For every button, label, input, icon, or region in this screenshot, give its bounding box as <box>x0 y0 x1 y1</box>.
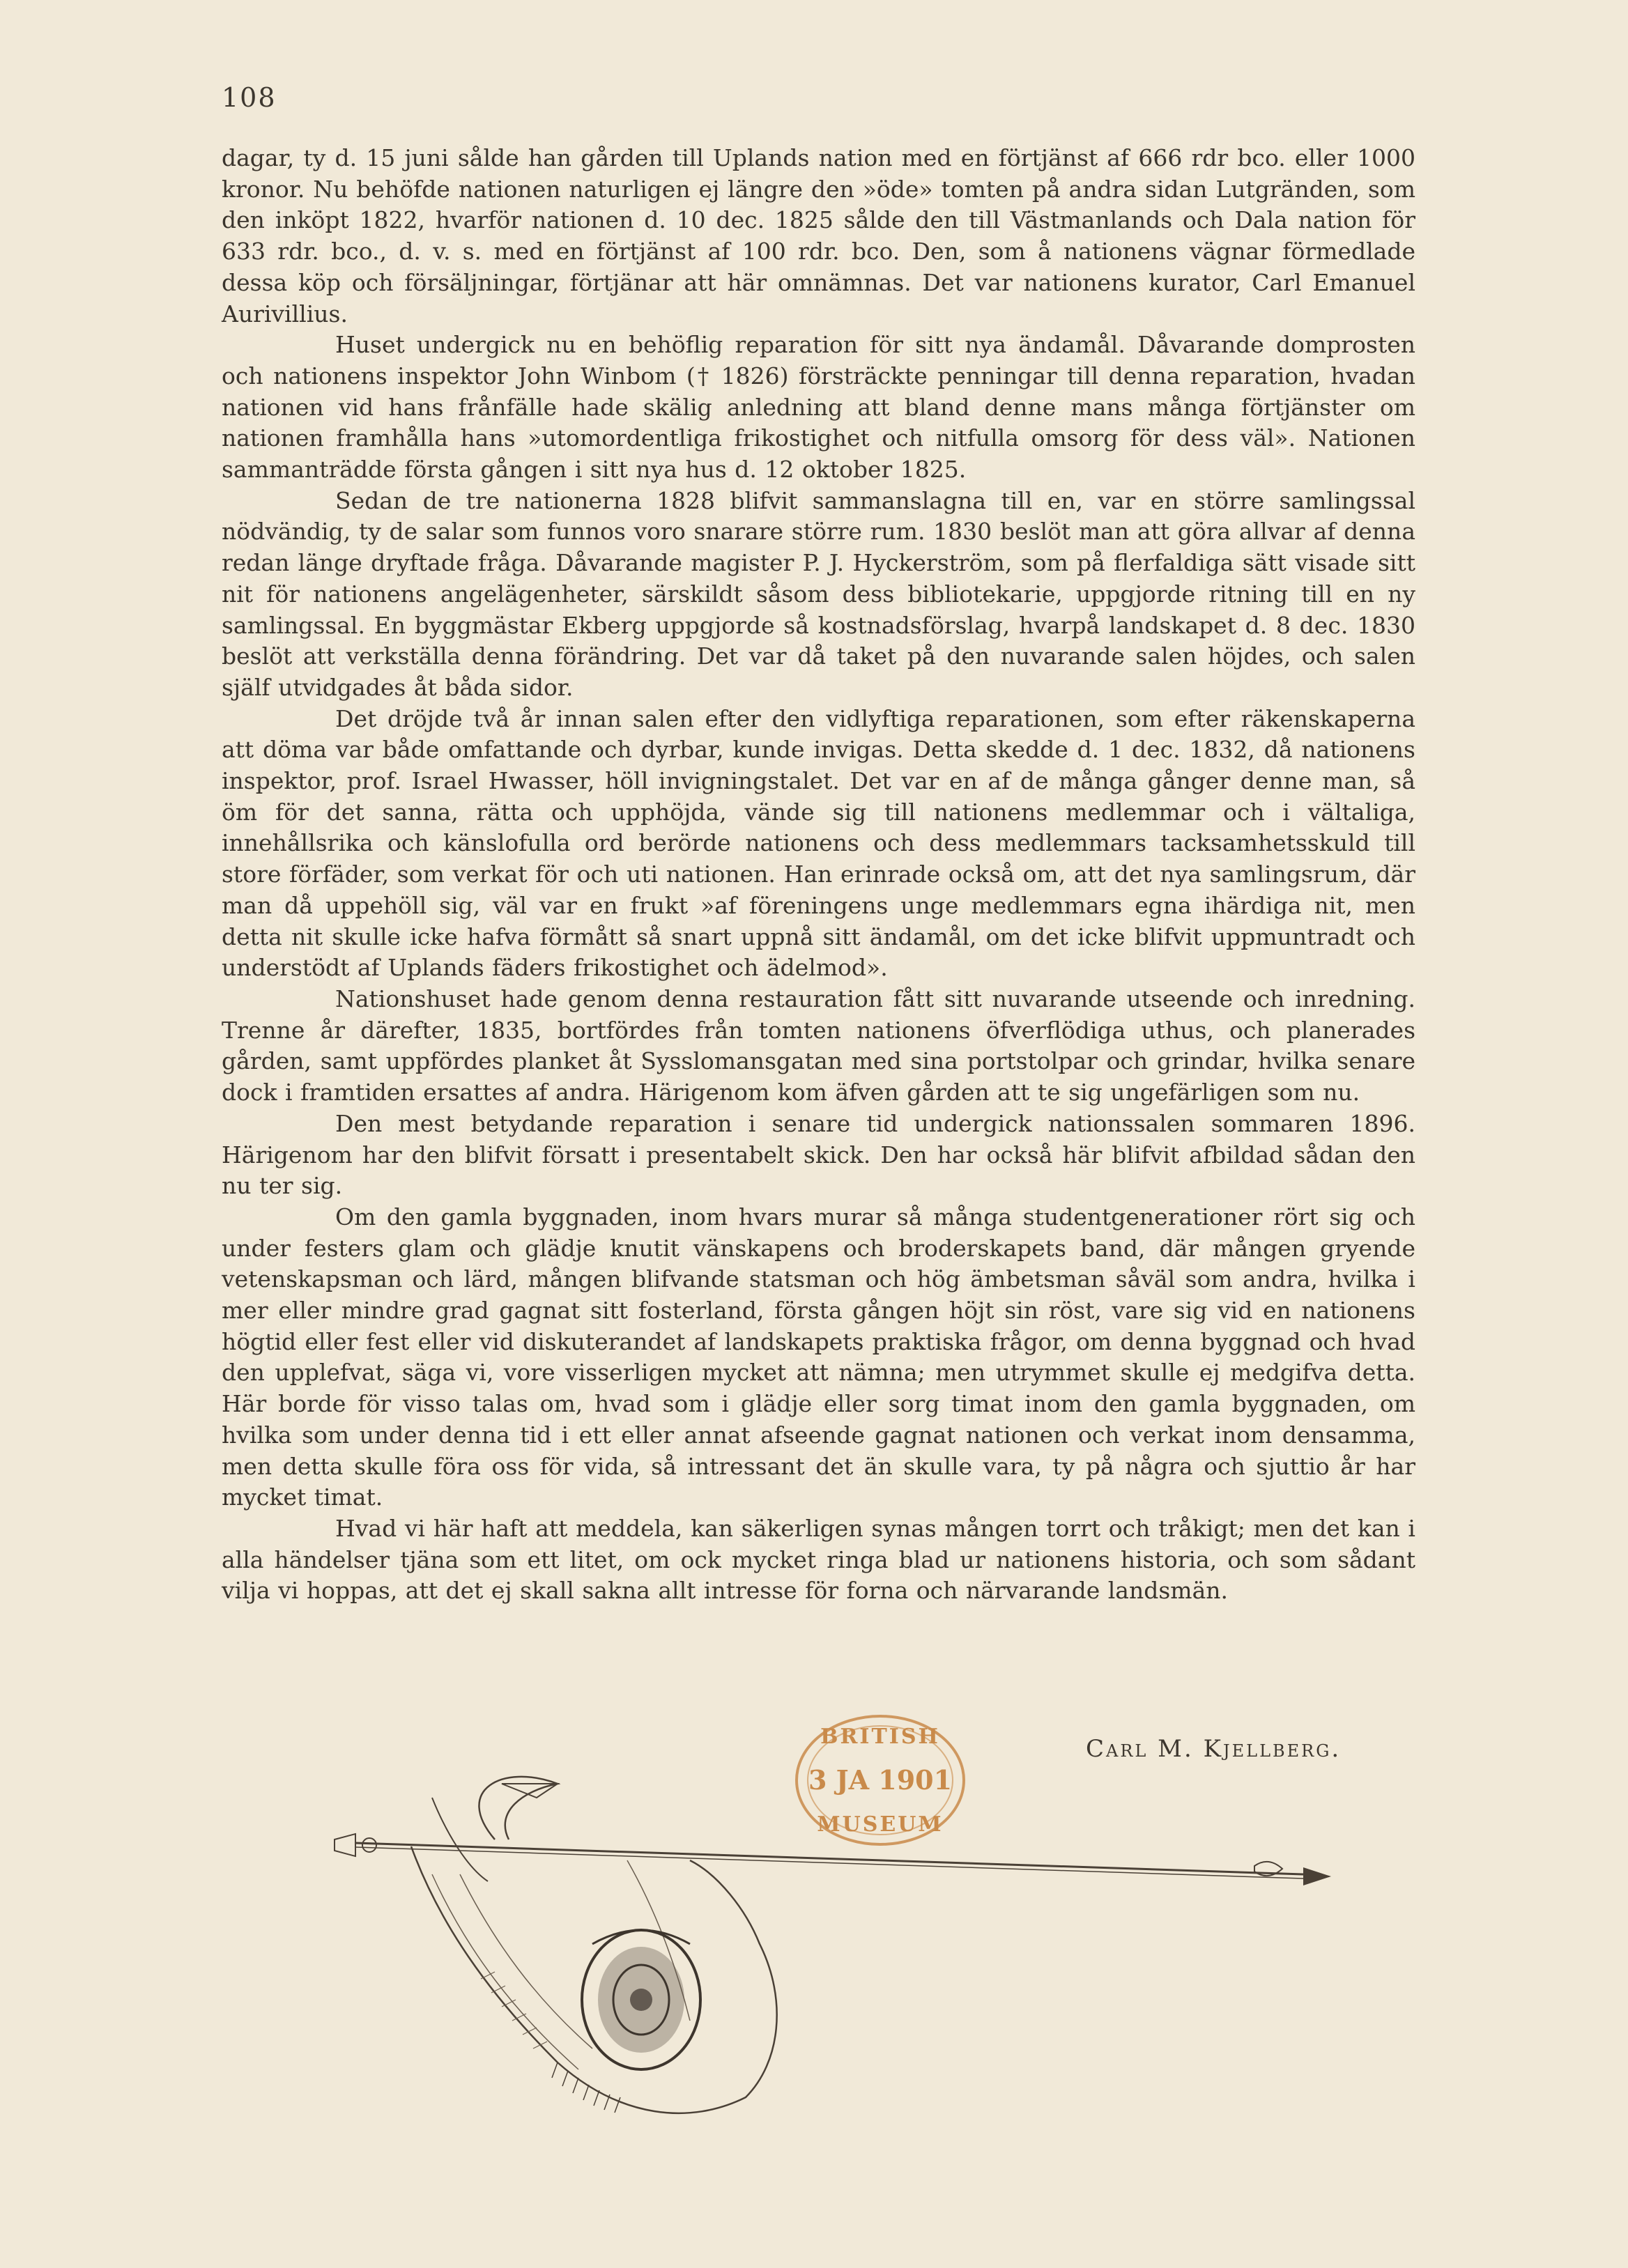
paragraph-8: Hvad vi här haft att meddela, kan säkerligen synas mången torrt och tråkigt; men det kan i alla händelser tjäna som ett litet, om ock mycket ringa blad ur nationens historia, och som sådant vilja vi hoppas, att det ej skall sakna allt intresse för forna och närvarande landsmän. <box>222 1514 1415 1605</box>
stamp-top-text: BRITISH <box>820 1725 940 1749</box>
flag-emblem-illustration <box>328 1770 1331 2132</box>
paragraph-3: Sedan de tre nationerna 1828 blifvit sammanslagna till en, var en större samlingssal nödvändig, ty de salar som funnos voro snarare större rum. 1830 beslöt man att göra allvar af denna redan länge dryftade fråga. Dåvarande magister P. J. Hyckerström, som på flerfaldiga sätt visade sitt nit för nationens angelägenheter, särskildt såsom dess bibliotekarie, uppgjorde ritning till en ny samlingssal. En byggmästar Ekberg uppgjorde så kostnadsförslag, hvarpå landskapet d. 8 dec. 1830 beslöt att verkställa denna förändring. Det var då taket på den nuvarande salen höjdes, och salen själf utvidgades åt båda sidor. <box>222 486 1415 701</box>
author-signature: Carl M. Kjellberg. <box>1086 1735 1342 1763</box>
stamp-date: 3 JA 1901 <box>808 1764 953 1796</box>
page-number: 108 <box>222 82 277 113</box>
paragraph-4: Det dröjde två år innan salen efter den vidlyftiga reparationen, som efter räkenskaperna att döma var både omfattande och dyrbar, kunde invigas. Detta skedde d. 1 dec. 1832, då nationens inspektor, prof. Israel Hwasser, höll invigningstalet. Det var en af de många gånger denne man, så öm för det sanna, rätta och upphöjda, vände sig till nationens medlemmar och i vältaliga, innehållsrika och känslofulla ord berörde nationens och dess medlemmars tacksamhetsskuld till store förfäder, som verkat för och uti nationen. Han erinrade också om, att det nya samlingsrum, där man då uppehöll sig, väl var en frukt »af föreningens unge medlemmars egna ihärdiga nit, men detta nit skulle icke hafva förmått så snart uppnå sitt ändamål, om det icke blifvit uppmuntradt och understödt af Uplands fäders frikostighet och ädelmod». <box>222 704 1415 982</box>
paragraph-5: Nationshuset hade genom denna restauration fått sitt nuvarande utseende och inredning. Trenne år därefter, 1835, bortfördes från tomten nationens öfverflödiga uthus, och planerades gården, samt uppfördes planket åt Sysslomansgatan med sina portstolpar och grindar, hvilka senare dock i framtiden ersattes af andra. Härigenom kom äfven gården att te sig ungefärligen som nu. <box>222 985 1415 1106</box>
body-text <box>222 143 1415 1607</box>
paragraph-1: dagar, ty d. 15 juni sålde han gården till Uplands nation med en förtjänst af 666 rdr bco. eller 1000 kronor. Nu behöfde nationen naturligen ej längre den »öde» tomten på andra sidan Lutgränden, som den inköpt 1822, hvarför nationen d. 10 dec. 1825 sålde den till Västmanlands och Dala nation för 633 rdr. bco., d. v. s. med en förtjänst af 100 rdr. bco. Den, som å nationens vägnar förmedlade dessa köp och försäljningar, förtjänar att här omnämnas. Det var nationens kurator, Carl Emanuel Aurivillius. <box>222 144 1415 327</box>
stamp-bottom-text: MUSEUM <box>817 1812 944 1837</box>
paragraph-7: Om den gamla byggnaden, inom hvars murar så många studentgenerationer rört sig och under festers glam och glädje knutit vänskapens och broderskapets band, där mången gryende vetenskapsman och lärd, mången blifvande statsman och hög ämbetsman såväl som andra, hvilka i mer eller mindre grad gagnat sitt fosterland, första gången höjt sin röst, vare sig vid en nationens högtid eller fest eller vid diskuterandet af landskapets praktiska frågor, om denna byggnad och hvad den upplefvat, säga vi, vore visserligen mycket att nämna; men utrymmet skulle ej medgifva detta. Här borde för visso talas om, hvad som i glädje eller sorg timat inom den gamla byggnaden, om hvilka som under denna tid i ett eller annat afseende gagnat nationen och verkat inom densamma, men detta skulle föra oss för vida, så intressant det än skulle vara, ty på några och sjuttio år har mycket timat. <box>222 1203 1415 1511</box>
paragraph-6: Den mest betydande reparation i senare tid undergick nationssalen sommaren 1896. Härigenom har den blifvit försatt i presentabelt skick. Den har också här blifvit afbildad sådan den nu ter sig. <box>222 1109 1415 1200</box>
paragraph-2: Huset undergick nu en behöflig reparation för sitt nya ändamål. Dåvarande domprosten och nationens inspektor John Winbom († 1826) försträckte penningar till denna reparation, hvadan nationen vid hans frånfälle hade skälig anledning att bland denne mans många förtjänster om nationen framhålla hans »utomordentliga frikostighet och nitfulla omsorg för dess väl». Nationen sammanträdde första gången i sitt nya hus d. 12 oktober 1825. <box>222 331 1415 484</box>
